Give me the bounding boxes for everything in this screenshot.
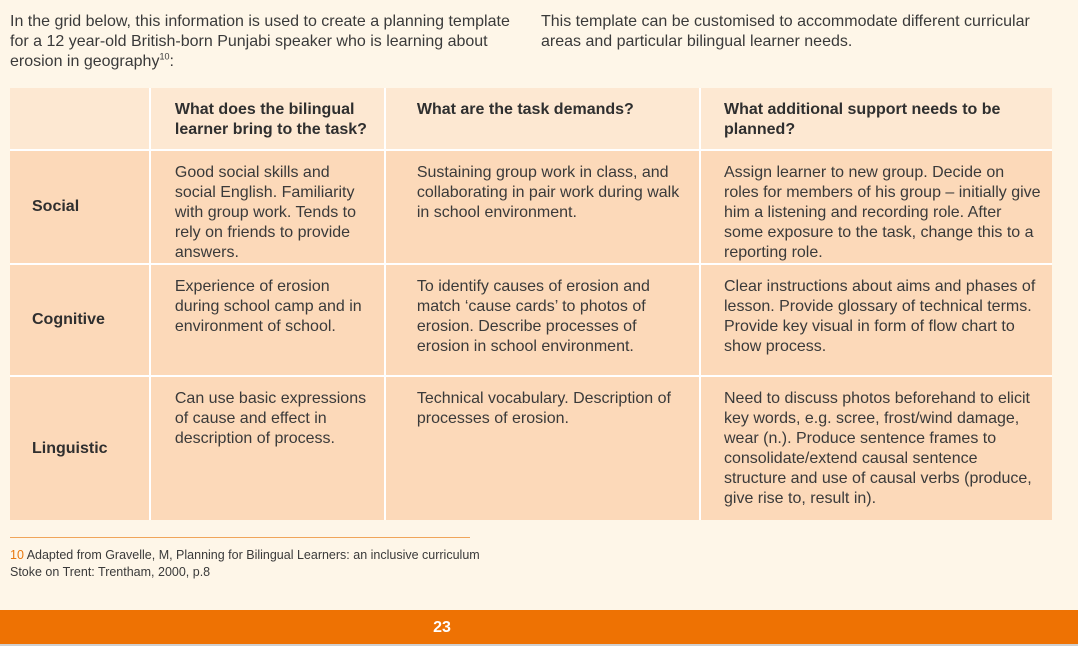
cell-cognitive-brings — [150, 264, 385, 376]
header-cell-brings — [150, 88, 385, 150]
cell-social-support-text: Assign learner to new group. Decide on roles for members of his group – initially give him a listening and recording role. After some exposure to the task, change this to a reporting role. — [723, 164, 1041, 261]
header-cell-empty — [10, 88, 150, 150]
row-label-linguistic: Linguistic — [10, 376, 150, 520]
cell-linguistic-brings-text: Can use basic expressions of cause and effect in description of process. — [174, 390, 367, 447]
table-row-cognitive — [10, 264, 1052, 376]
cell-social-brings — [150, 150, 385, 264]
footnote-divider — [10, 537, 470, 538]
cell-cognitive-demands-text: To identify causes of erosion and match ‘cause cards’ to photos of erosion. Describe processes of erosion in school environment. — [416, 278, 650, 355]
table-header-row — [10, 88, 1052, 150]
table-row-linguistic — [10, 376, 1052, 520]
cell-social-demands-text: Sustaining group work in class, and collaborating in pair work during walk in school environment. — [416, 164, 680, 221]
cell-linguistic-demands-text: Technical vocabulary. Description of processes of erosion. — [416, 390, 671, 427]
cell-cognitive-brings-text: Experience of erosion during school camp and in environment of school. — [174, 278, 362, 335]
cell-cognitive-support-text: Clear instructions about aims and phases of lesson. Provide glossary of technical terms. Provide key visual in form of flow chart to show process. — [723, 278, 1036, 355]
header-support-text: What additional support needs to be planned? — [723, 101, 1001, 138]
cell-cognitive-support — [700, 264, 1052, 376]
intro-paragraph-right: This template can be customised to accommodate different curricular areas and particular bilingual learner needs. — [541, 13, 1030, 50]
footnote-reference[interactable]: 10 — [159, 51, 170, 62]
header-cell-support — [700, 88, 1052, 150]
row-label-cognitive: Cognitive — [10, 264, 150, 376]
planning-template-table — [10, 88, 1052, 520]
table-row-social — [10, 150, 1052, 264]
cell-linguistic-support — [700, 376, 1052, 520]
cell-linguistic-support-text: Need to discuss photos beforehand to elicit key words, e.g. scree, frost/wind damage, wear (n.). Produce sentence frames to consolidate/extend causal sentence structure and use of causal verbs (produce, give rise to, result in). — [723, 390, 1032, 507]
cell-cognitive-demands — [385, 264, 700, 376]
row-label-social: Social — [10, 150, 150, 264]
intro-left-suffix: : — [169, 53, 174, 70]
footnote — [10, 547, 480, 581]
footer-bar — [0, 610, 1078, 644]
cell-social-support — [700, 150, 1052, 264]
footnote-number: 10 — [10, 548, 24, 562]
page-number: 23 — [433, 619, 451, 636]
intro-paragraph-left — [10, 12, 510, 72]
header-demands-text: What are the task demands? — [416, 101, 634, 118]
cell-social-brings-text: Good social skills and social English. Familiarity with group work. Tends to rely on friends to provide answers. — [174, 164, 357, 261]
cell-linguistic-brings — [150, 376, 385, 520]
header-brings-text: What does the bilingual learner bring to the task? — [174, 101, 367, 138]
cell-linguistic-demands — [385, 376, 700, 520]
intro-left-text: In the grid below, this information is used to create a planning template for a 12 year-old British-born Punjabi speaker who is learning about erosion in geography — [10, 13, 510, 70]
header-cell-demands — [385, 88, 700, 150]
cell-social-demands — [385, 150, 700, 264]
footnote-text: Adapted from Gravelle, M, Planning for Bilingual Learners: an inclusive curriculum Stoke on Trent: Trentham, 2000, p.8 — [10, 548, 480, 579]
